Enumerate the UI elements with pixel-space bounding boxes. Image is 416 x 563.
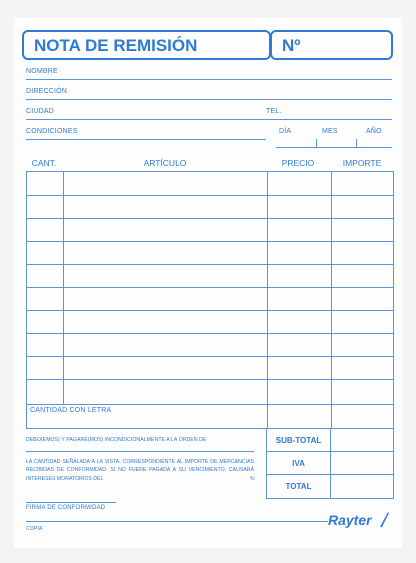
totals-box [266, 429, 394, 499]
number-box [270, 30, 393, 60]
cantidad-con-letra-label: CANTIDAD CON LETRA [30, 407, 112, 414]
legal-order-line[interactable] [26, 451, 254, 452]
col-articulo-header: ARTÍCULO [143, 158, 187, 168]
subtotal-label: SUB-TOTAL [275, 436, 322, 445]
table-row [27, 310, 393, 311]
total-label: TOTAL [285, 482, 312, 491]
pen-icon [378, 511, 390, 529]
table-row [27, 379, 393, 380]
totals-row-line [267, 451, 393, 452]
items-table[interactable] [26, 171, 394, 429]
legal-terms-text: LA CANTIDAD SEÑALADA A LA VISTA, CORRESPONDIENTE AL IMPORTE DE MERCANCIAS RECIBIDAS DE CONFORMIDAD. SI NO FUERE PAGADA A SU VENCIMIENTO, CAUSARÁ INTERESES MORATORIOS DEL [26, 459, 254, 482]
legal-order-text: DEBO(EMOS) Y PAGARÉ(MOS) INCONDICIONALMENTE A LA ORDEN DE [26, 437, 207, 443]
copia-label: COPIA [26, 526, 43, 532]
direccion-line[interactable] [26, 99, 392, 100]
table-row [27, 241, 393, 242]
title-box [22, 30, 271, 60]
col-cant-header: CANT. [31, 158, 57, 168]
fecha-divider-1 [316, 139, 317, 148]
condiciones-line[interactable] [26, 139, 266, 140]
ciudad-line[interactable] [26, 119, 392, 120]
anio-label: AÑO [366, 128, 382, 135]
totals-divider [330, 429, 331, 498]
precio-divider [267, 172, 268, 428]
firma-line[interactable] [26, 502, 116, 503]
tel-label: TEL. [266, 108, 282, 115]
table-row [27, 404, 393, 405]
table-row [27, 218, 393, 219]
form-title: NOTA DE REMISIÓN [34, 36, 198, 55]
nombre-line[interactable] [26, 79, 392, 80]
fecha-line[interactable] [276, 147, 392, 148]
firma-label: FIRMA DE CONFORMIDAD [26, 505, 106, 511]
footer-rule [26, 521, 328, 522]
legal-percent: % [250, 476, 255, 482]
importe-divider [331, 172, 332, 428]
table-row [27, 356, 393, 357]
rayter-logo: Rayter [328, 512, 372, 528]
condiciones-label: CONDICIONES [26, 128, 78, 135]
remission-note-form [14, 18, 402, 548]
col-importe-header: IMPORTE [342, 158, 382, 168]
direccion-label: DIRECCIÓN [26, 88, 68, 95]
number-label: Nº [282, 36, 301, 55]
dia-label: DÍA [279, 128, 292, 135]
table-row [27, 195, 393, 196]
table-row [27, 333, 393, 334]
table-row [27, 287, 393, 288]
ciudad-label: CIUDAD [26, 108, 55, 115]
nombre-label: NOMBRE [26, 68, 58, 75]
cant-divider [63, 172, 64, 404]
table-row [27, 264, 393, 265]
mes-label: MES [322, 128, 338, 135]
col-precio-header: PRECIO [281, 158, 315, 168]
iva-label: IVA [292, 459, 305, 468]
fecha-divider-2 [356, 139, 357, 148]
totals-row-line [267, 474, 393, 475]
